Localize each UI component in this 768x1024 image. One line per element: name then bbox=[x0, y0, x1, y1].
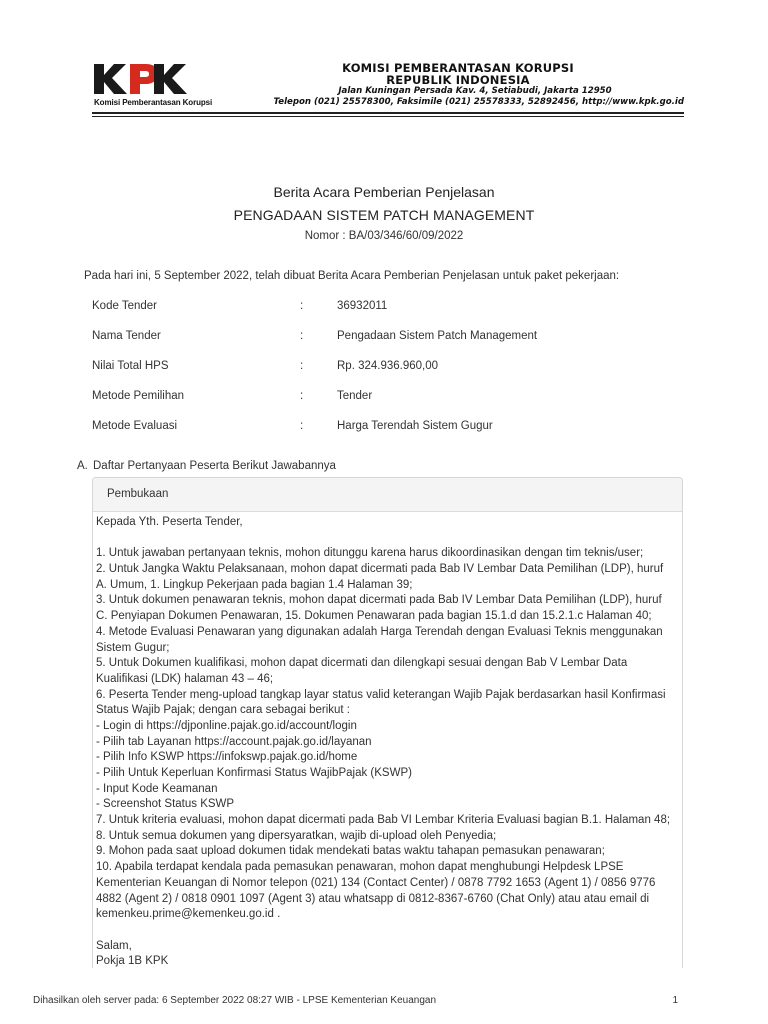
document-title-block bbox=[0, 183, 768, 242]
org-contact: Telepon (021) 25578300, Faksimile (021) 25578333, 52892456, http://www.kpk.go.id bbox=[273, 97, 684, 107]
panel-text-line: - Input Kode Keamanan bbox=[96, 782, 218, 795]
panel-text-line: Salam, bbox=[96, 939, 132, 952]
panel-text-line: - Pilih Info KSWP https://infokswp.pajak.go.id/home bbox=[96, 751, 358, 764]
document-title: Berita Acara Pemberian Penjelasan bbox=[273, 184, 495, 200]
panel-text-line: 10. Apabila terdapat kendala pada pemasukan penawaran, mohon dapat menghubungi Helpdesk LPSE bbox=[96, 861, 624, 874]
letterhead bbox=[92, 60, 684, 112]
letterhead-divider-thick bbox=[92, 112, 684, 114]
intro-paragraph: Pada hari ini, 5 September 2022, telah dibuat Berita Acara Pemberian Penjelasan untuk paket pekerjaan: bbox=[84, 270, 620, 282]
blank-line bbox=[96, 923, 680, 939]
panel-text-line: 9. Mohon pada saat upload dokumen tidak mendekati batas waktu tahapan pemasukan penawaran; bbox=[96, 845, 605, 858]
detail-row-metode-pemilihan bbox=[92, 390, 652, 406]
panel-text-line: - Pilih Untuk Keperluan Konfirmasi Status WajibPajak (KSWP) bbox=[96, 767, 412, 779]
detail-label: Metode Evaluasi bbox=[92, 420, 178, 432]
section-a-heading bbox=[77, 460, 336, 472]
detail-separator: : bbox=[300, 300, 304, 312]
panel-text-line: C. Penyiapan Dokumen Penawaran, 15. Dokumen Penawaran pada bagian 15.1.d dan 15.2.1.c Halaman 40; bbox=[96, 610, 652, 623]
detail-row-nama-tender bbox=[92, 330, 652, 346]
panel-text-line: Kepada Yth. Peserta Tender, bbox=[96, 516, 243, 528]
detail-value: Tender bbox=[337, 390, 373, 402]
detail-separator: : bbox=[300, 330, 304, 342]
panel-text-line: 8. Untuk semua dokumen yang dipersyaratkan, wajib di-upload oleh Penyedia; bbox=[96, 829, 497, 842]
org-name-line2: REPUBLIK INDONESIA bbox=[386, 73, 530, 87]
detail-value: 36932011 bbox=[337, 300, 388, 312]
panel-body bbox=[96, 515, 680, 970]
panel-text-line: Sistem Gugur; bbox=[96, 641, 170, 654]
detail-label: Nilai Total HPS bbox=[92, 360, 169, 372]
footer-page-number: 1 bbox=[672, 995, 678, 1006]
panel-text-line: 4. Metode Evaluasi Penawaran yang digunakan adalah Harga Terendah dengan Evaluasi Teknis menggunakan bbox=[96, 625, 663, 638]
org-name-line1: KOMISI PEMBERANTASAN KORUPSI bbox=[342, 61, 574, 75]
section-letter: A. bbox=[77, 460, 88, 472]
detail-row-nilai-hps bbox=[92, 360, 652, 376]
detail-label: Kode Tender bbox=[92, 300, 158, 312]
detail-separator: : bbox=[300, 420, 304, 432]
organization-info bbox=[232, 62, 684, 108]
org-address: Jalan Kuningan Persada Kav. 4, Setiabudi, Jakarta 12950 bbox=[338, 86, 612, 96]
panel-header-label: Pembukaan bbox=[107, 488, 169, 500]
kpk-logo bbox=[92, 62, 222, 110]
panel-text-line: Kementerian Keuangan di Nomor telepon (021) 134 (Contact Center) / 0878 7792 1653 (Agent 1) / 0856 9776 bbox=[96, 876, 656, 889]
document-number: Nomor : BA/03/346/60/09/2022 bbox=[304, 230, 464, 242]
detail-value: Harga Terendah Sistem Gugur bbox=[337, 420, 493, 432]
panel-header bbox=[93, 478, 682, 512]
panel-text-line: 6. Peserta Tender meng-upload tangkap layar status valid keterangan Wajib Pajak berdasarkan hasil Konfirmasi bbox=[96, 688, 666, 701]
detail-label: Metode Pemilihan bbox=[92, 390, 185, 402]
blank-line bbox=[96, 531, 680, 547]
detail-row-kode-tender bbox=[92, 300, 652, 316]
letterhead-divider-thin bbox=[92, 116, 684, 117]
panel-text-line: Pokja 1B KPK bbox=[96, 955, 169, 968]
detail-value: Rp. 324.936.960,00 bbox=[337, 360, 439, 372]
detail-row-metode-evaluasi bbox=[92, 420, 652, 436]
panel-text-line: Kualifikasi (LDK) halaman 43 – 46; bbox=[96, 672, 274, 685]
panel-text-line: 2. Untuk Jangka Waktu Pelaksanaan, mohon dapat dicermati pada Bab IV Lembar Data Pemilihan (LDP), huruf bbox=[96, 563, 664, 576]
panel-text-line: 7. Untuk kriteria evaluasi, mohon dapat dicermati pada Bab VI Lembar Kriteria Evaluasi bagian B.1. Halaman 48; bbox=[96, 814, 671, 827]
logo-subtitle: Komisi Pemberantasan Korupsi bbox=[94, 98, 213, 107]
panel-text-line: - Login di https://djponline.pajak.go.id/account/login bbox=[96, 719, 357, 732]
detail-separator: : bbox=[300, 390, 304, 402]
panel-text-line: 1. Untuk jawaban pertanyaan teknis, mohon ditunggu karena harus dikoordinasikan dengan tim teknis/user; bbox=[96, 547, 644, 560]
panel-text-line: - Pilih tab Layanan https://account.pajak.go.id/layanan bbox=[96, 735, 372, 748]
document-subtitle: PENGADAAN SISTEM PATCH MANAGEMENT bbox=[233, 207, 535, 223]
panel-text-line: - Screenshot Status KSWP bbox=[96, 798, 235, 811]
pembukaan-panel bbox=[92, 477, 683, 968]
detail-value: Pengadaan Sistem Patch Management bbox=[337, 330, 538, 342]
detail-label: Nama Tender bbox=[92, 330, 161, 342]
detail-separator: : bbox=[300, 360, 304, 372]
section-title: Daftar Pertanyaan Peserta Berikut Jawabannya bbox=[93, 460, 336, 472]
panel-text-line: Status Wajib Pajak; dengan cara sebagai berikut : bbox=[96, 704, 350, 717]
panel-text-line: A. Umum, 1. Lingkup Pekerjaan pada bagian 1.4 Halaman 39; bbox=[96, 578, 413, 591]
panel-text-line: kemenkeu.prime@kemenkeu.go.id . bbox=[96, 908, 281, 921]
panel-text-line: 4882 (Agent 2) / 0818 0901 1097 (Agent 3) atau whatsapp di 0812-8367-6760 (Chat Only) atau atau email di bbox=[96, 892, 650, 905]
footer-generated-text: Dihasilkan oleh server pada: 6 September 2022 08:27 WIB - LPSE Kementerian Keuangan bbox=[33, 995, 437, 1006]
panel-text-line: 3. Untuk dokumen penawaran teknis, mohon dapat dicermati pada Bab IV Lembar Data Pemilihan (LDP), huruf bbox=[96, 594, 662, 607]
kpk-logo-mark bbox=[92, 62, 188, 96]
panel-text-line: 5. Untuk Dokumen kualifikasi, mohon dapat dicermati dan dilengkapi sesuai dengan Bab V Lembar Data bbox=[96, 657, 628, 670]
